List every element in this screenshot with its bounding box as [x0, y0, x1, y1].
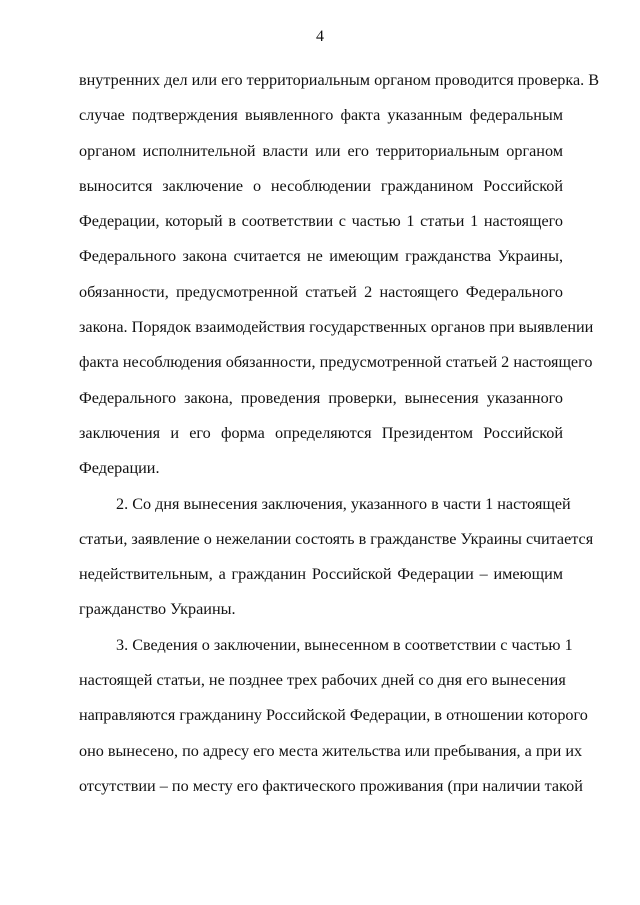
text-line: органом исполнительной власти или его территориальным органом — [79, 141, 563, 160]
document-body — [79, 63, 600, 804]
text-line: 2. Со дня вынесения заключения, указанного в части 1 настоящей — [116, 494, 571, 513]
text-line: Федерального закона считается не имеющим гражданства Украины, — [79, 247, 563, 266]
text-line: отсутствии – по месту его фактического проживания (при наличии такой — [79, 776, 583, 795]
text-line: недействительным, а гражданин Российской Федерации – имеющим — [79, 565, 563, 584]
text-line: Федерации. — [79, 459, 160, 478]
text-line: оно вынесено, по адресу его места жительства или пребывания, а при их — [79, 741, 583, 760]
text-line: внутренних дел или его территориальным органом проводится проверка. В — [79, 71, 600, 89]
text-line: настоящей статьи, не позднее трех рабочих дней со дня его вынесения — [79, 671, 566, 690]
text-line: направляются гражданину Российской Федерации, в отношении которого — [79, 706, 588, 725]
paragraph-3 — [79, 628, 588, 804]
text-line: выносится заключение о несоблюдении гражданином Российской — [79, 176, 563, 195]
page-number: 4 — [316, 28, 324, 45]
text-line: закона. Порядок взаимодействия государственных органов при выявлении — [79, 318, 594, 337]
text-line: Федерации, который в соответствии с частью 1 статьи 1 настоящего — [79, 212, 563, 231]
text-line: факта несоблюдения обязанности, предусмотренной статьей 2 настоящего — [79, 353, 593, 372]
text-line: гражданство Украины. — [79, 600, 236, 619]
text-line: статьи, заявление о нежелании состоять в гражданстве Украины считается — [79, 529, 594, 548]
text-line: 3. Сведения о заключении, вынесенном в соответствии с частью 1 — [116, 635, 573, 654]
paragraph-2 — [79, 487, 594, 628]
text-line: заключения и его форма определяются Президентом Российской — [79, 423, 563, 442]
paragraph-1 — [79, 63, 600, 487]
text-line: случае подтверждения выявленного факта указанным федеральным — [79, 106, 563, 125]
text-line: обязанности, предусмотренной статьей 2 настоящего Федерального — [79, 282, 563, 301]
text-line: Федерального закона, проведения проверки, вынесения указанного — [79, 388, 563, 407]
